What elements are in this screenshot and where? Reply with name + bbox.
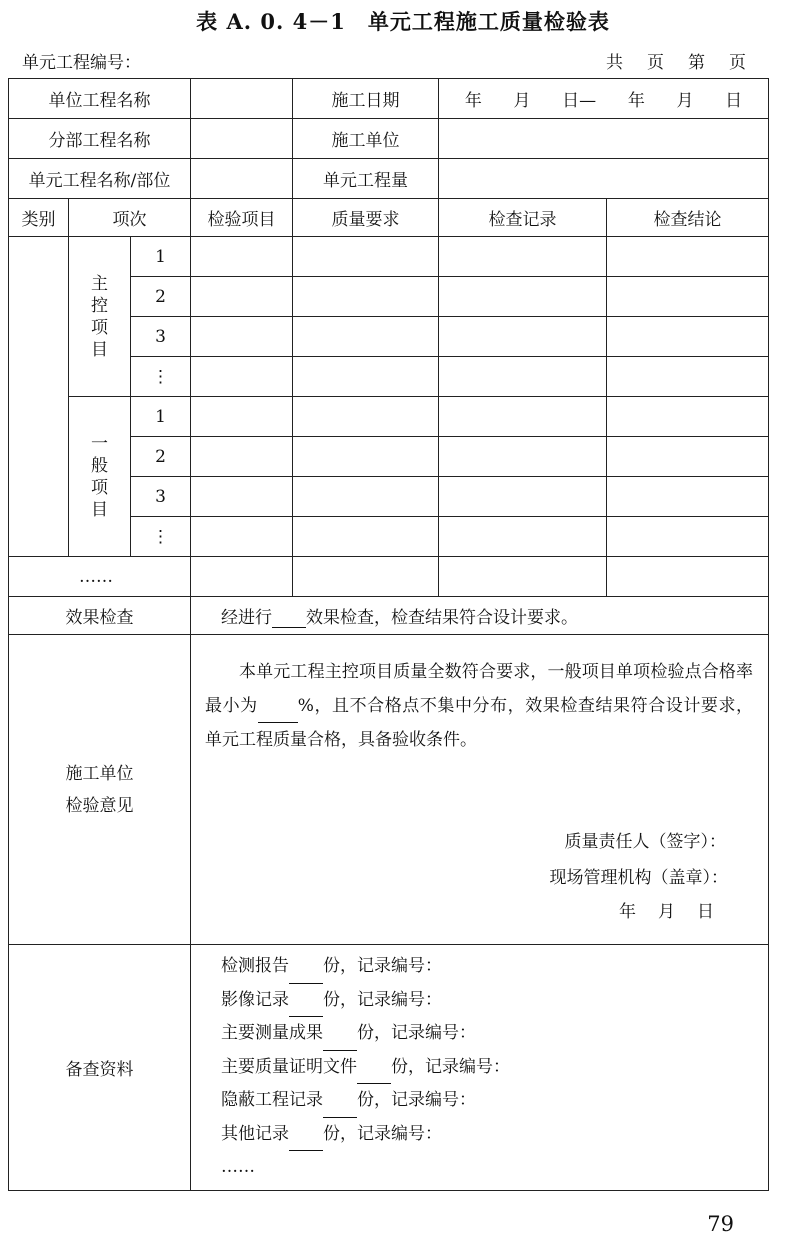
inspection-record-cell[interactable] (439, 357, 607, 397)
item-number: 1 (131, 237, 191, 277)
extra-rows-ellipsis: …… (9, 557, 191, 597)
inspection-conclusion-cell[interactable] (607, 477, 769, 517)
opinion-label-line2: 检验意见 (65, 795, 134, 816)
inspection-record-cell[interactable] (439, 277, 607, 317)
item-number: 1 (131, 397, 191, 437)
page-count (606, 48, 748, 73)
opinion-date[interactable] (619, 897, 716, 922)
count-blank[interactable] (323, 1034, 357, 1051)
column-header-inspection-record: 检查记录 (439, 199, 607, 237)
effect-check-label: 效果检查 (9, 597, 191, 635)
quality-requirement-cell[interactable] (293, 357, 439, 397)
inspection-conclusion-cell[interactable] (607, 557, 769, 597)
quality-requirement-cell[interactable] (293, 317, 439, 357)
construction-unit-label: 施工单位 (293, 119, 439, 159)
date-year: 年 (464, 91, 482, 111)
backup-materials-list (191, 945, 769, 1191)
page-total-label: 共 (606, 53, 625, 73)
sub-project-name-label: 分部工程名称 (9, 119, 191, 159)
inspection-conclusion-cell[interactable] (607, 357, 769, 397)
effect-check-content[interactable] (191, 597, 769, 635)
inspection-item-cell[interactable] (191, 317, 293, 357)
column-header-inspection-conclusion: 检查结论 (607, 199, 769, 237)
backup-item[interactable]: 其他记录 份，记录编号： (221, 1118, 768, 1152)
inspection-item-cell[interactable] (191, 557, 293, 597)
category-cell (9, 237, 69, 557)
count-blank[interactable] (289, 967, 323, 984)
quality-requirement-cell[interactable] (293, 437, 439, 477)
unit-project-name-label: 单元工程名称/部位 (9, 159, 191, 199)
inspection-item-cell[interactable] (191, 277, 293, 317)
pass-rate-blank[interactable] (258, 706, 298, 723)
backup-materials-label: 备查资料 (9, 945, 191, 1191)
group-label-general: 一般项目 (69, 397, 131, 557)
inspection-record-cell[interactable] (439, 557, 607, 597)
effect-check-suffix: 效果检查，检查结果符合设计要求。 (306, 608, 579, 628)
page-nth-label: 第 (688, 53, 707, 73)
opinion-content[interactable] (191, 635, 769, 945)
effect-check-blank[interactable] (272, 611, 306, 628)
backup-item[interactable]: 主要测量成果 份，记录编号： (221, 1017, 768, 1051)
column-header-quality-requirement: 质量要求 (293, 199, 439, 237)
inspection-item-cell[interactable] (191, 357, 293, 397)
inspection-record-cell[interactable] (439, 397, 607, 437)
opinion-date-day: 日 (697, 902, 717, 922)
backup-ellipsis: …… (221, 1157, 256, 1178)
count-blank[interactable] (289, 1134, 323, 1151)
inspection-conclusion-cell[interactable] (607, 237, 769, 277)
group-label-main-control: 主控项目 (69, 237, 131, 397)
date-year-2: 年 (627, 91, 645, 111)
opinion-date-year: 年 (619, 902, 639, 922)
construction-date-label: 施工日期 (293, 79, 439, 119)
date-month-2: 月 (676, 91, 694, 111)
form-title: 表 A. 0. 4－1 单元工程施工质量检验表 (196, 9, 610, 34)
opinion-label (9, 635, 191, 945)
inspection-item-cell[interactable] (191, 477, 293, 517)
inspection-conclusion-cell[interactable] (607, 517, 769, 557)
backup-item[interactable]: 影像记录 份，记录编号： (221, 984, 768, 1018)
unit-project-quantity-label: 单元工程量 (293, 159, 439, 199)
page-unit-label-2: 页 (729, 53, 748, 73)
inspection-conclusion-cell[interactable] (607, 397, 769, 437)
opinion-statement: 本单元工程主控项目质量全数符合要求，一般项目单项检验点合格率最小为 %，且不合格点不集中分布，效果检查结果符合设计要求，单元工程质量合格，具备验收条件。 (205, 662, 754, 750)
inspection-item-cell[interactable] (191, 397, 293, 437)
effect-check-prefix: 经进行 (221, 608, 273, 628)
construction-unit-value[interactable] (439, 119, 769, 159)
item-number-ellipsis: ⋮ (131, 357, 191, 397)
unit-project-number-label: 单元工程编号： (22, 53, 141, 73)
quality-requirement-cell[interactable] (293, 477, 439, 517)
quality-requirement-cell[interactable] (293, 557, 439, 597)
quality-requirement-cell[interactable] (293, 277, 439, 317)
count-blank[interactable] (357, 1067, 391, 1084)
project-name-label: 单位工程名称 (9, 79, 191, 119)
site-management-seal[interactable]: 现场管理机构（盖章）： (549, 868, 729, 888)
item-number: 2 (131, 277, 191, 317)
item-number: 3 (131, 317, 191, 357)
item-number: 3 (131, 477, 191, 517)
count-blank[interactable] (323, 1101, 357, 1118)
construction-date-value[interactable] (439, 79, 769, 119)
inspection-record-cell[interactable] (439, 317, 607, 357)
inspection-conclusion-cell[interactable] (607, 437, 769, 477)
item-number-ellipsis: ⋮ (131, 517, 191, 557)
column-header-category: 类别 (9, 199, 69, 237)
inspection-form-table (8, 78, 769, 1191)
date-day-2: 日 (725, 91, 743, 111)
backup-item[interactable]: 主要质量证明文件 份，记录编号： (221, 1051, 768, 1085)
inspection-record-cell[interactable] (439, 477, 607, 517)
quality-requirement-cell[interactable] (293, 397, 439, 437)
quality-requirement-cell[interactable] (293, 237, 439, 277)
page-unit-label: 页 (647, 53, 666, 73)
column-header-item-no: 项次 (69, 199, 191, 237)
unit-project-quantity-value[interactable] (439, 159, 769, 199)
inspection-item-cell[interactable] (191, 237, 293, 277)
column-header-inspection-item: 检验项目 (191, 199, 293, 237)
page-number: 79 (707, 1212, 734, 1236)
quality-requirement-cell[interactable] (293, 517, 439, 557)
backup-item[interactable]: 检测报告 份，记录编号： (221, 950, 768, 984)
backup-item[interactable]: 隐蔽工程记录 份，记录编号： (221, 1084, 768, 1118)
date-month: 月 (513, 91, 531, 111)
count-blank[interactable] (289, 1000, 323, 1017)
inspection-conclusion-cell[interactable] (607, 317, 769, 357)
inspection-item-cell[interactable] (191, 517, 293, 557)
inspection-item-cell[interactable] (191, 437, 293, 477)
inspection-record-cell[interactable] (439, 517, 607, 557)
project-name-value[interactable] (191, 79, 293, 119)
opinion-label-line1: 施工单位 (65, 763, 134, 784)
opinion-date-month: 月 (658, 902, 678, 922)
sub-project-name-value[interactable] (191, 119, 293, 159)
item-number: 2 (131, 437, 191, 477)
quality-person-signature[interactable]: 质量责任人（签字）： (564, 832, 727, 852)
date-day-dash: 日— (562, 91, 597, 111)
inspection-record-cell[interactable] (439, 437, 607, 477)
unit-project-name-value[interactable] (191, 159, 293, 199)
inspection-record-cell[interactable] (439, 237, 607, 277)
inspection-conclusion-cell[interactable] (607, 277, 769, 317)
